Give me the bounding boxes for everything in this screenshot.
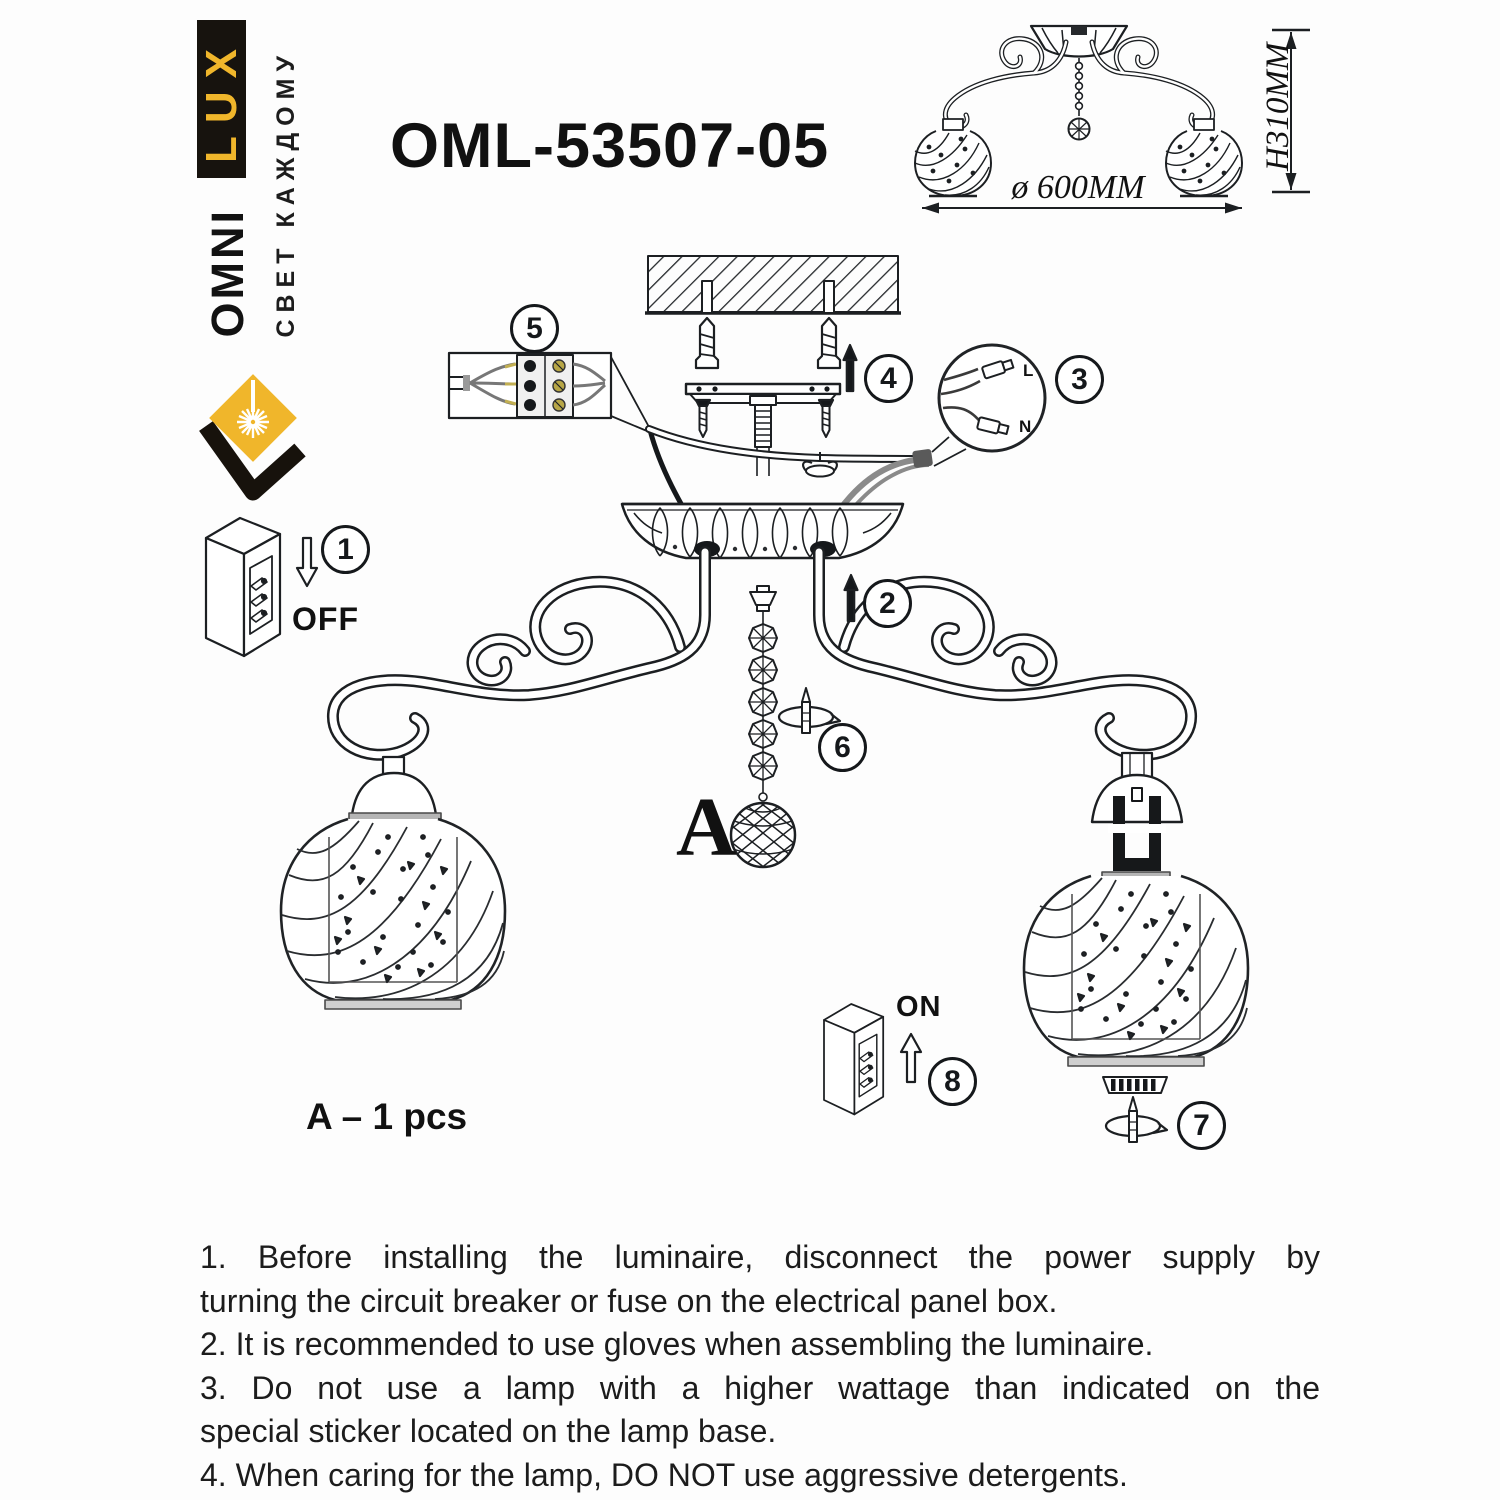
instruction-line: 4. When caring for the lamp, DO NOT use aggressive detergents. bbox=[200, 1456, 1128, 1493]
wall-anchors bbox=[696, 318, 840, 368]
instruction-line: 2. It is recommended to use gloves when assembling the luminaire. bbox=[200, 1326, 1154, 1362]
brand-lux bbox=[197, 20, 246, 178]
step-badge-2: 2 bbox=[863, 579, 912, 628]
pendant-label: A bbox=[676, 781, 737, 874]
brand-tagline bbox=[264, 16, 308, 370]
lamp-socket bbox=[1108, 788, 1166, 871]
instruction-line: 3. Do not use a lamp with a higher wattage than indicated on the bbox=[200, 1369, 1320, 1406]
pendant-count-label: A – 1 pcs bbox=[306, 1096, 468, 1137]
step-badge-3: 3 bbox=[1055, 355, 1104, 404]
diameter-dimension-label: ø 600MM bbox=[1011, 169, 1145, 206]
left-shade bbox=[281, 757, 505, 1009]
brand-omni-text: OMNI bbox=[202, 208, 253, 338]
step7-turn-icon bbox=[1106, 1097, 1167, 1142]
switch-on-label: ON bbox=[896, 991, 942, 1023]
wire-neutral-label: N bbox=[1019, 417, 1032, 436]
terminal-box bbox=[449, 353, 649, 431]
model-number: OML-53507-05 bbox=[390, 111, 830, 181]
shade-ring-nut bbox=[1103, 1077, 1167, 1093]
step-badge-8: 8 bbox=[928, 1057, 977, 1106]
switch-off-label: OFF bbox=[292, 601, 359, 637]
brand-omni bbox=[198, 186, 258, 360]
instructions bbox=[200, 1236, 1320, 1497]
wing-nut bbox=[806, 466, 834, 477]
step-badge-5: 5 bbox=[510, 304, 559, 353]
left-arm bbox=[333, 552, 705, 755]
instruction-line: 1. Before installing the luminaire, disconnect the power supply by bbox=[200, 1239, 1320, 1275]
logo-mark bbox=[206, 374, 300, 492]
wire-live-label: L bbox=[1023, 361, 1034, 380]
on-arrow-icon bbox=[901, 1034, 921, 1082]
step-badge-7: 7 bbox=[1177, 1101, 1226, 1150]
step-badge-4: 4 bbox=[864, 354, 913, 403]
ceiling bbox=[645, 256, 901, 313]
right-shade bbox=[1024, 753, 1248, 1142]
off-arrow-icon bbox=[297, 538, 317, 586]
step-badge-1: 1 bbox=[321, 525, 370, 574]
instruction-line: turning the circuit breaker or fuse on the electrical panel box. bbox=[200, 1282, 1058, 1319]
brand-lux-text: LUX bbox=[196, 35, 246, 163]
canopy bbox=[622, 504, 903, 558]
step-badge-6: 6 bbox=[818, 723, 867, 772]
instruction-line: special sticker located on the lamp base. bbox=[200, 1413, 777, 1449]
height-dimension-label: H310MM bbox=[1260, 42, 1296, 171]
step4-arrow-icon bbox=[844, 345, 857, 391]
brand-tagline-text: СВЕТ КАЖДОМУ bbox=[271, 48, 300, 338]
